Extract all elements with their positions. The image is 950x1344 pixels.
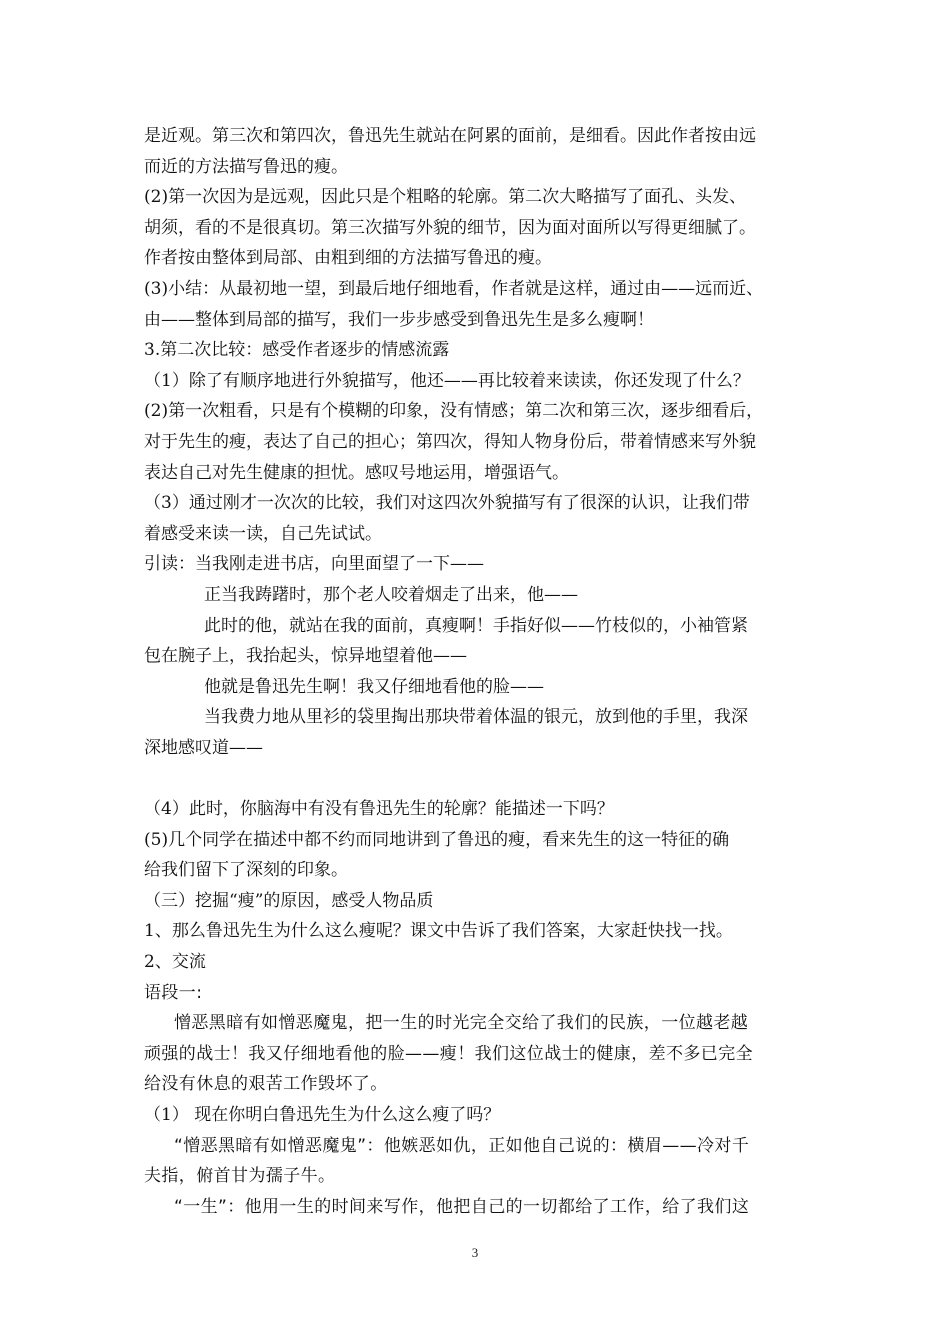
section-heading: （三）挖掘“瘦”的原因，感受人物品质 (144, 890, 434, 911)
paragraph-line: 给我们留下了深刻的印象。 (144, 860, 348, 881)
paragraph-line: 胡须，看的不是很真切。第三次描写外貌的细节，因为面对面所以写得更细腻了。 (144, 217, 756, 238)
paragraph-line: 深地感叹道—— (144, 737, 263, 758)
paragraph-line: 表达自己对先生健康的担忧。感叹号地运用，增强语气。 (144, 462, 569, 483)
paragraph-line: 对于先生的瘦，表达了自己的担心；第四次，得知人物身份后，带着情感来写外貌 (144, 431, 756, 452)
quote-line: 顽强的战士！我又仔细地看他的脸——瘦！我们这位战士的健康，差不多已完全 (144, 1043, 753, 1064)
paragraph-line: (3)小结：从最初地一望，到最后地仔细地看，作者就是这样，通过由——远而近、 (144, 278, 764, 299)
paragraph-line: (2)第一次粗看，只是有个模糊的印象，没有情感；第二次和第三次，逐步细看后， (144, 401, 764, 422)
quote-line: 给没有休息的艰苦工作毁坏了。 (144, 1074, 388, 1095)
paragraph-line: （4）此时，你脑海中有没有鲁迅先生的轮廓？能描述一下吗？ (144, 799, 614, 820)
paragraph-line: 正当我踌躇时，那个老人咬着烟走了出来，他—— (204, 584, 578, 605)
paragraph-line: （3）通过刚才一次次的比较，我们对这四次外貌描写有了很深的认识，让我们带 (144, 493, 750, 514)
paragraph-line: 由——整体到局部的描写，我们一步步感受到鲁迅先生是多么瘦啊！ (144, 309, 654, 330)
paragraph-line: 1、那么鲁迅先生为什么这么瘦呢？课文中告诉了我们答案，大家赶快找一找。 (144, 921, 733, 942)
quote-line: 憎恶黑暗有如憎恶魔鬼，把一生的时光完全交给了我们的民族，一位越老越 (174, 1013, 749, 1034)
paragraph-line: 着感受来读一读，自己先试试。 (144, 523, 382, 544)
paragraph-line: 他就是鲁迅先生啊！我又仔细地看他的脸—— (204, 676, 544, 697)
page-number: 3 (471, 1245, 479, 1260)
blank-line (144, 763, 816, 794)
paragraph-line: （1）除了有顺序地进行外貌描写，他还——再比较着来读读，你还发现了什么？ (144, 370, 750, 391)
paragraph-line: 2、交流 (144, 952, 206, 973)
paragraph-line: 是近观。第三次和第四次，鲁迅先生就站在阿累的面前，是细看。因此作者按由远 (144, 126, 756, 146)
paragraph-line: “一生”：他用一生的时间来写作，他把自己的一切都给了工作，给了我们这 (174, 1196, 750, 1217)
document-body (144, 121, 816, 1222)
quote-label: 语段一: (144, 982, 203, 1003)
paragraph-line: 而近的方法描写鲁迅的瘦。 (144, 156, 348, 177)
paragraph-line: 此时的他，就站在我的面前，真瘦啊！手指好似——竹枝似的，小袖管紧 (204, 615, 748, 636)
paragraph-line: (2)第一次因为是远观，因此只是个粗略的轮廓。第二次大略描写了面孔、头发、 (144, 187, 747, 208)
paragraph-line: “憎恶黑暗有如憎恶魔鬼”：他嫉恶如仇，正如他自己说的：横眉——冷对千 (174, 1135, 750, 1156)
paragraph-line: 夫指，俯首甘为孺子牛。 (144, 1166, 336, 1187)
paragraph-line: 作者按由整体到局部、由粗到细的方法描写鲁迅的瘦。 (144, 248, 552, 269)
paragraph-line: 引读：当我刚走进书店，向里面望了一下—— (144, 554, 484, 575)
paragraph-line: 包在腕子上，我抬起头，惊异地望着他—— (144, 646, 467, 667)
paragraph-line: 当我费力地从里衫的袋里掏出那块带着体温的银元，放到他的手里，我深 (204, 707, 748, 728)
paragraph-line: (5)几个同学在描述中都不约而同地讲到了鲁迅的瘦，看来先生的这一特征的确 (144, 829, 730, 850)
section-heading: 3.第二次比较：感受作者逐步的情感流露 (144, 340, 450, 361)
paragraph-line: （1） 现在你明白鲁迅先生为什么这么瘦了吗？ (144, 1105, 501, 1125)
